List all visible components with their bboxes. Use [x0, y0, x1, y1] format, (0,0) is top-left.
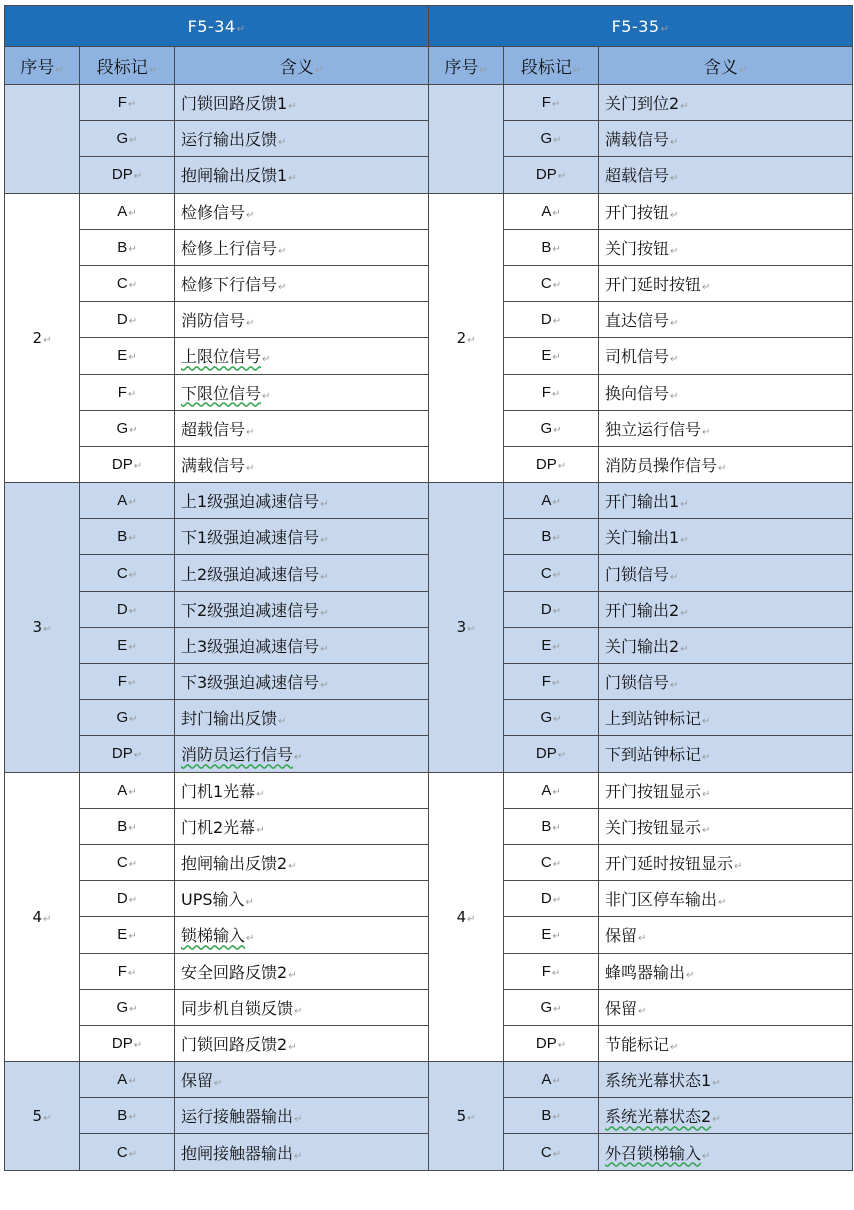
- meaning-left: 下限位信号↵: [175, 374, 429, 410]
- meaning-right: 门锁信号↵: [599, 664, 853, 700]
- meaning-left: 门机1光幕↵: [175, 772, 429, 808]
- group-number-left: 4↵: [5, 772, 80, 1062]
- group-number-left: [5, 85, 80, 194]
- meaning-right: 独立运行信号↵: [599, 410, 853, 446]
- meaning-left: 运行接触器输出↵: [175, 1098, 429, 1134]
- segment-mark-left: C↵: [80, 555, 175, 591]
- meaning-left: 上3级强迫减速信号↵: [175, 627, 429, 663]
- meaning-right: 满载信号↵: [599, 121, 853, 157]
- segment-mark-right: G↵: [504, 121, 599, 157]
- meaning-right: 下到站钟标记↵: [599, 736, 853, 772]
- segment-mark-left: G↵: [80, 700, 175, 736]
- segment-mark-left: A↵: [80, 772, 175, 808]
- segment-mark-left: F↵: [80, 953, 175, 989]
- segment-mark-right: F↵: [504, 374, 599, 410]
- segment-mark-right: C↵: [504, 1134, 599, 1170]
- meaning-right: 系统光幕状态1↵: [599, 1062, 853, 1098]
- segment-mark-left: DP↵: [80, 736, 175, 772]
- group-number-right: [429, 85, 504, 194]
- segment-mark-right: F↵: [504, 953, 599, 989]
- meaning-right: 司机信号↵: [599, 338, 853, 374]
- title-right: F5-35↵: [429, 6, 853, 47]
- meaning-left: 锁梯输入↵: [175, 917, 429, 953]
- meaning-left: 抱闸接触器输出↵: [175, 1134, 429, 1170]
- table-row: [5, 193, 853, 229]
- title-left: F5-34↵: [5, 6, 429, 47]
- header-seg-left: 段标记↵: [80, 47, 175, 85]
- segment-mark-right: F↵: [504, 664, 599, 700]
- meaning-right: 开门按钮显示↵: [599, 772, 853, 808]
- title-row: [5, 6, 853, 47]
- segment-mark-left: E↵: [80, 917, 175, 953]
- segment-mark-left: D↵: [80, 591, 175, 627]
- segment-mark-left: A↵: [80, 483, 175, 519]
- meaning-right: 开门延时按钮显示↵: [599, 844, 853, 880]
- segment-mark-right: DP↵: [504, 736, 599, 772]
- meaning-right: 系统光幕状态2↵: [599, 1098, 853, 1134]
- meaning-left: 消防信号↵: [175, 302, 429, 338]
- segment-mark-right: E↵: [504, 338, 599, 374]
- segment-mark-right: DP↵: [504, 157, 599, 193]
- segment-mark-left: A↵: [80, 1062, 175, 1098]
- segment-mark-left: E↵: [80, 338, 175, 374]
- meaning-right: 关门输出1↵: [599, 519, 853, 555]
- meaning-left: 检修上行信号↵: [175, 229, 429, 265]
- segment-mark-left: G↵: [80, 410, 175, 446]
- meaning-right: 开门按钮↵: [599, 193, 853, 229]
- meaning-left: 封门输出反馈↵: [175, 700, 429, 736]
- table-row: [5, 772, 853, 808]
- meaning-right: 开门输出2↵: [599, 591, 853, 627]
- meaning-right: 换向信号↵: [599, 374, 853, 410]
- segment-mark-right: B↵: [504, 1098, 599, 1134]
- segment-mark-left: DP↵: [80, 157, 175, 193]
- meaning-left: 运行输出反馈↵: [175, 121, 429, 157]
- segment-mark-left: B↵: [80, 1098, 175, 1134]
- group-number-right: 2↵: [429, 193, 504, 483]
- meaning-left: 门锁回路反馈1↵: [175, 85, 429, 121]
- meaning-right: 保留↵: [599, 989, 853, 1025]
- segment-mark-right: C↵: [504, 265, 599, 301]
- segment-mark-right: G↵: [504, 989, 599, 1025]
- segment-mark-right: B↵: [504, 808, 599, 844]
- group-number-right: 4↵: [429, 772, 504, 1062]
- segment-mark-right: B↵: [504, 519, 599, 555]
- group-number-left: 5↵: [5, 1062, 80, 1171]
- segment-mark-right: D↵: [504, 881, 599, 917]
- signal-table: [4, 5, 853, 1171]
- segment-mark-left: E↵: [80, 627, 175, 663]
- table-row: [5, 85, 853, 121]
- meaning-right: 关门按钮显示↵: [599, 808, 853, 844]
- segment-mark-left: F↵: [80, 664, 175, 700]
- meaning-left: 下1级强迫减速信号↵: [175, 519, 429, 555]
- segment-mark-right: G↵: [504, 410, 599, 446]
- group-number-left: 3↵: [5, 483, 80, 773]
- header-num-right: 序号↵: [429, 47, 504, 85]
- group-number-left: 2↵: [5, 193, 80, 483]
- meaning-left: 消防员运行信号↵: [175, 736, 429, 772]
- meaning-left: 抱闸输出反馈1↵: [175, 157, 429, 193]
- segment-mark-right: B↵: [504, 229, 599, 265]
- segment-mark-left: F↵: [80, 85, 175, 121]
- segment-mark-left: DP↵: [80, 1025, 175, 1061]
- segment-mark-left: D↵: [80, 881, 175, 917]
- meaning-right: 消防员操作信号↵: [599, 446, 853, 482]
- meaning-right: 外召锁梯输入↵: [599, 1134, 853, 1170]
- segment-mark-left: C↵: [80, 265, 175, 301]
- segment-mark-right: A↵: [504, 1062, 599, 1098]
- meaning-right: 超载信号↵: [599, 157, 853, 193]
- header-meaning-right: 含义↵: [599, 47, 853, 85]
- meaning-left: 抱闸输出反馈2↵: [175, 844, 429, 880]
- group-number-right: 5↵: [429, 1062, 504, 1171]
- meaning-left: 门锁回路反馈2↵: [175, 1025, 429, 1061]
- segment-mark-left: C↵: [80, 1134, 175, 1170]
- segment-mark-right: D↵: [504, 302, 599, 338]
- segment-mark-left: G↵: [80, 989, 175, 1025]
- meaning-left: 检修信号↵: [175, 193, 429, 229]
- header-num-left: 序号↵: [5, 47, 80, 85]
- meaning-right: 门锁信号↵: [599, 555, 853, 591]
- meaning-left: 下3级强迫减速信号↵: [175, 664, 429, 700]
- segment-mark-right: F↵: [504, 85, 599, 121]
- meaning-right: 节能标记↵: [599, 1025, 853, 1061]
- meaning-left: 检修下行信号↵: [175, 265, 429, 301]
- meaning-left: 超载信号↵: [175, 410, 429, 446]
- segment-mark-left: B↵: [80, 519, 175, 555]
- meaning-right: 直达信号↵: [599, 302, 853, 338]
- meaning-right: 蜂鸣器输出↵: [599, 953, 853, 989]
- segment-mark-right: A↵: [504, 772, 599, 808]
- header-seg-right: 段标记↵: [504, 47, 599, 85]
- header-meaning-left: 含义↵: [175, 47, 429, 85]
- meaning-left: UPS输入↵: [175, 881, 429, 917]
- meaning-left: 上1级强迫减速信号↵: [175, 483, 429, 519]
- meaning-left: 满载信号↵: [175, 446, 429, 482]
- meaning-left: 安全回路反馈2↵: [175, 953, 429, 989]
- meaning-right: 保留↵: [599, 917, 853, 953]
- meaning-left: 下2级强迫减速信号↵: [175, 591, 429, 627]
- meaning-right: 非门区停车输出↵: [599, 881, 853, 917]
- meaning-right: 上到站钟标记↵: [599, 700, 853, 736]
- segment-mark-left: F↵: [80, 374, 175, 410]
- meaning-right: 关门到位2↵: [599, 85, 853, 121]
- header-row: [5, 47, 853, 85]
- meaning-right: 开门输出1↵: [599, 483, 853, 519]
- segment-mark-left: G↵: [80, 121, 175, 157]
- segment-mark-right: A↵: [504, 483, 599, 519]
- segment-mark-left: D↵: [80, 302, 175, 338]
- segment-mark-right: D↵: [504, 591, 599, 627]
- meaning-left: 上限位信号↵: [175, 338, 429, 374]
- meaning-right: 关门按钮↵: [599, 229, 853, 265]
- segment-mark-right: C↵: [504, 555, 599, 591]
- table-row: [5, 1062, 853, 1098]
- meaning-left: 门机2光幕↵: [175, 808, 429, 844]
- segment-mark-right: E↵: [504, 627, 599, 663]
- segment-mark-left: C↵: [80, 844, 175, 880]
- meaning-left: 同步机自锁反馈↵: [175, 989, 429, 1025]
- segment-mark-right: G↵: [504, 700, 599, 736]
- segment-mark-right: DP↵: [504, 446, 599, 482]
- segment-mark-right: E↵: [504, 917, 599, 953]
- segment-mark-right: C↵: [504, 844, 599, 880]
- segment-mark-left: A↵: [80, 193, 175, 229]
- meaning-left: 上2级强迫减速信号↵: [175, 555, 429, 591]
- segment-mark-right: A↵: [504, 193, 599, 229]
- group-number-right: 3↵: [429, 483, 504, 773]
- table-row: [5, 483, 853, 519]
- meaning-right: 开门延时按钮↵: [599, 265, 853, 301]
- segment-mark-left: B↵: [80, 808, 175, 844]
- segment-mark-left: DP↵: [80, 446, 175, 482]
- table-body: [5, 85, 853, 1171]
- segment-mark-left: B↵: [80, 229, 175, 265]
- meaning-right: 关门输出2↵: [599, 627, 853, 663]
- meaning-left: 保留↵: [175, 1062, 429, 1098]
- segment-mark-right: DP↵: [504, 1025, 599, 1061]
